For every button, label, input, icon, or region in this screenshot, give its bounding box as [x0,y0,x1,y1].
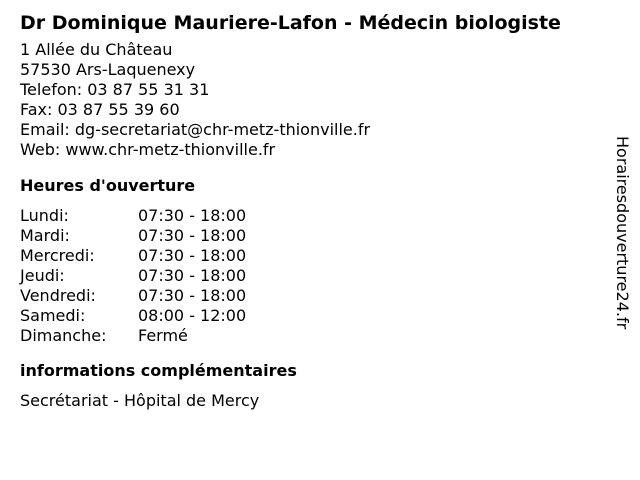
hours-row-sunday [20,326,610,346]
hours-row-friday [20,286,610,306]
hours-table [20,206,610,346]
hours-row-saturday [20,306,610,326]
hours-row-tuesday [20,226,610,246]
phone-number: Telefon: 03 87 55 31 31 [20,80,210,99]
time-value: 07:30 - 18:00 [138,266,247,285]
fax-number: Fax: 03 87 55 39 60 [20,100,180,119]
email-address: Email: dg-secretariat@chr-metz-thionville.fr [20,120,371,139]
address-street: 1 Allée du Château [20,40,173,59]
time-value: 07:30 - 18:00 [138,246,247,265]
page-title: Dr Dominique Mauriere-Lafon - Médecin biologiste [20,12,561,34]
day-label: Dimanche: [20,326,107,345]
info-heading: informations complémentaires [20,361,297,380]
hours-row-monday [20,206,610,226]
day-label: Mercredi: [20,246,95,265]
time-value: 07:30 - 18:00 [138,206,247,225]
time-value: 08:00 - 12:00 [138,306,247,325]
hours-heading: Heures d'ouverture [20,176,196,195]
time-value: 07:30 - 18:00 [138,286,247,305]
website: Web: www.chr-metz-thionville.fr [20,140,276,159]
day-label: Vendredi: [20,286,96,305]
day-label: Mardi: [20,226,70,245]
day-label: Jeudi: [20,266,65,285]
listing-card [20,10,610,411]
time-value: Fermé [138,326,188,345]
day-label: Lundi: [20,206,69,225]
day-label: Samedi: [20,306,86,325]
time-value: 07:30 - 18:00 [138,226,247,245]
hours-row-thursday [20,266,610,286]
info-text: Secrétariat - Hôpital de Mercy [20,391,260,410]
address-city: 57530 Ars-Laquenexy [20,60,196,79]
hours-row-wednesday [20,246,610,266]
site-watermark: Horairesdouverture24.fr [613,136,632,330]
